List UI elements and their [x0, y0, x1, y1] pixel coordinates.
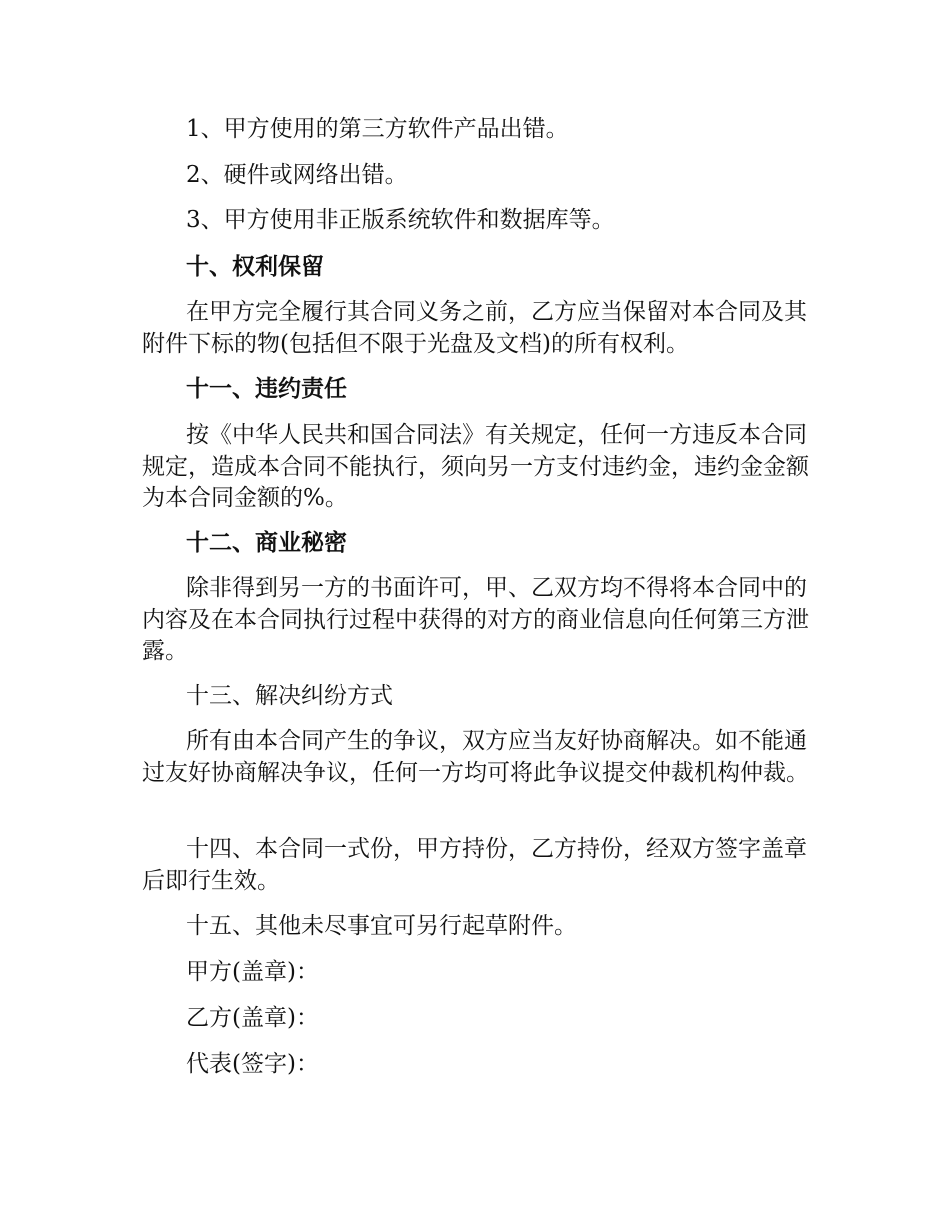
section-heading-breach-liability: 十一、违约责任	[186, 376, 347, 402]
paragraph-dispute-resolution: 所有由本合同产生的争议，双方应当友好协商解决。如不能通过友好协商解决争议，任何一方均可将此争议提交仲裁机构仲裁。	[142, 728, 809, 786]
signature-party-b: 乙方(盖章)：	[186, 1005, 319, 1031]
section-heading-rights-reservation: 十、权利保留	[186, 254, 324, 280]
list-item-1: 1、甲方使用的第三方软件产品出错。	[186, 116, 569, 142]
paragraph-breach-liability: 按《中华人民共和国合同法》有关规定，任何一方违反本合同规定，造成本合同不能执行，须向另一方支付违约金，违约金金额为本合同金额的%。	[142, 422, 809, 511]
section-heading-trade-secrets: 十二、商业秘密	[186, 530, 347, 556]
signature-representative: 代表(签字)：	[186, 1051, 319, 1077]
list-item-2: 2、硬件或网络出错。	[186, 162, 408, 188]
signature-party-a: 甲方(盖章)：	[186, 959, 319, 985]
section-heading-dispute-resolution: 十三、解决纠纷方式	[186, 683, 393, 709]
list-item-3: 3、甲方使用非正版系统软件和数据库等。	[186, 207, 615, 233]
paragraph-trade-secrets: 除非得到另一方的书面许可，甲、乙双方均不得将本合同中的内容及在本合同执行过程中获得的对方的商业信息向任何第三方泄露。	[142, 575, 809, 664]
paragraph-other-matters: 十五、其他未尽事宜可另行起草附件。	[186, 913, 577, 939]
paragraph-copies-effect: 十四、本合同一式份，甲方持份，乙方持份，经双方签字盖章后即行生效。	[142, 836, 807, 894]
paragraph-rights-reservation: 在甲方完全履行其合同义务之前，乙方应当保留对本合同及其附件下标的物(包括但不限于光盘及文档)的所有权利。	[142, 299, 807, 357]
